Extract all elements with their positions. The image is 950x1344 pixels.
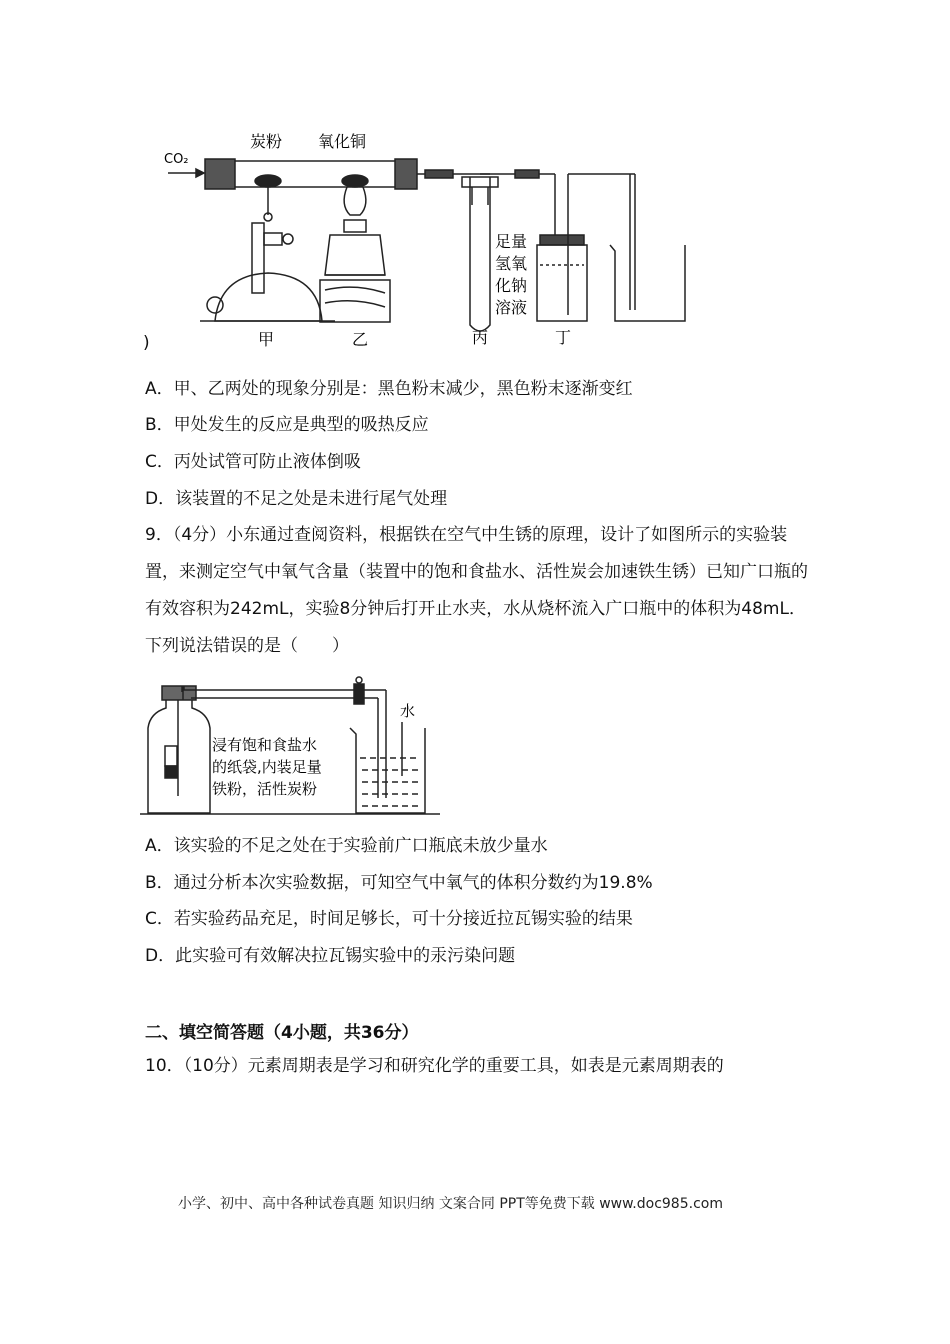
q9-option-a: A．该实验的不足之处在于实验前广口瓶底未放少量水 [145,836,548,856]
yi-label: 乙 [352,330,369,349]
jia-label: 甲 [258,330,275,349]
water-label: 水 [400,702,416,720]
q9-option-d: D．此实验可有效解决拉瓦锡实验中的汞污染问题 [145,946,516,966]
q8-option-d: D．该装置的不足之处是未进行尾气处理 [145,489,448,509]
naoh-label-2: 氢氧 [495,254,528,273]
naoh-label-1: 足量 [495,232,528,251]
page-footer: 小学、初中、高中各种试卷真题 知识归纳 文案合同 PPT等免费下载 www.doc985.com [178,1196,723,1212]
q9-option-b: B．通过分析本次实验数据，可知空气中氧气的体积分数约为19.8% [145,873,653,893]
ding-label: 丁 [555,328,572,347]
bing-label: 丙 [472,328,489,347]
carbon-powder-label: 炭粉 [250,132,283,151]
q9-option-c: C．若实验药品充足，时间足够长，可十分接近拉瓦锡实验的结果 [145,909,633,929]
naoh-label-3: 化钠 [495,276,528,295]
q8-paren: ) [143,333,150,353]
bag-label-2: 的纸袋,内装足量 [212,758,322,776]
bag-label-3: 铁粉，活性炭粉 [212,780,318,798]
apparatus-figure-2 [140,668,450,818]
q10-stem: 10．（10分）元素周期表是学习和研究化学的重要工具，如表是元素周期表的 [145,1056,724,1076]
q8-option-a: A．甲、乙两处的现象分别是：黑色粉末减少，黑色粉末逐渐变红 [145,379,633,399]
q9-stem: 9．（4分）小东通过查阅资料，根据铁在空气中生锈的原理，设计了如图所示的实验装置，来测定空气中氧气含量（装置中的饱和食盐水、活性炭会加速铁生锈）已知广口瓶的有效容积为242mL，实验8分钟后打开止水夹，水从烧杯流入广口瓶中的体积为48mL．下列说法错误的是（ ） [145,525,808,656]
apparatus-figure-1 [160,125,700,355]
co2-label: CO₂ [164,152,189,167]
section-title: 二、填空简答题（4小题，共36分） [145,1023,419,1043]
bag-label-1: 浸有饱和食盐水 [212,736,318,754]
copper-oxide-label: 氧化铜 [318,132,367,151]
naoh-label-4: 溶液 [495,298,528,317]
q8-option-b: B．甲处发生的反应是典型的吸热反应 [145,415,429,435]
q8-option-c: C．丙处试管可防止液体倒吸 [145,452,361,472]
